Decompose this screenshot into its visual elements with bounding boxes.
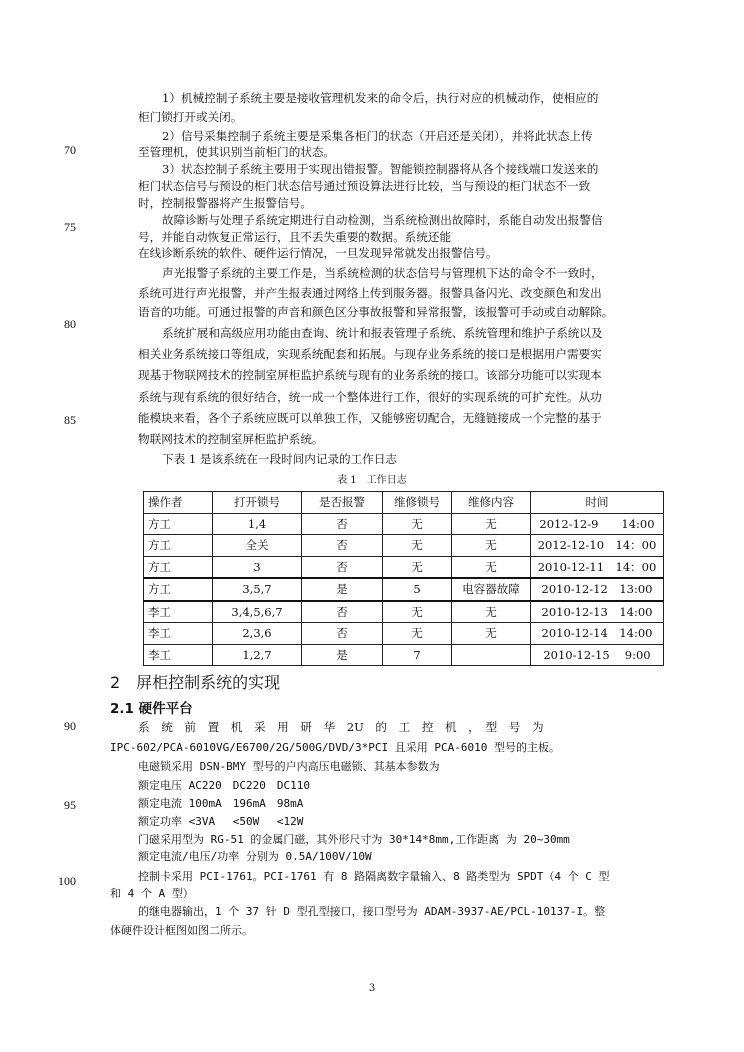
- table-row: [144, 644, 664, 666]
- paragraph-line: 语音的功能。可通过报警的声音和颜色区分事故报警和异常报警，该报警可手动或自动解除。: [138, 305, 614, 319]
- table-cell: 2012-12-9 14:00: [531, 513, 664, 535]
- table-cell: 1,2,7: [213, 644, 302, 666]
- subsection-heading: 2.1 硬件平台: [110, 701, 193, 717]
- table-cell: 无: [383, 601, 452, 623]
- table-header-cell: 是否报警: [302, 492, 383, 514]
- paragraph-line: 3）状态控制子系统主要用于实现出错报警。智能锁控制器将从各个接线端口发送来的: [162, 162, 599, 176]
- paragraph-line: IPC-602/PCA-6010VG/E6700/2G/500G/DVD/3*PCI 且采用 PCA-6010 型号的主板。: [110, 741, 560, 754]
- paragraph-line: 系统扩展和高级应用功能由查询、统计和报表管理子系统、系统管理和维护子系统以及: [162, 326, 603, 340]
- table-cell: 5: [383, 578, 452, 601]
- paragraph-line: 能模块来看，各个子系统应既可以单独工作，又能够密切配合，无缝链接成一个完整的基于: [138, 411, 602, 425]
- table-cell: 2010-12-15 9:00: [531, 644, 664, 666]
- table-cell: 无: [452, 556, 531, 578]
- table-cell: 电容器故障: [452, 578, 531, 601]
- paragraph-line: 物联网技术的控制室屏柜监护系统。: [138, 432, 324, 446]
- table-cell: 否: [302, 623, 383, 645]
- table-cell: 2010-12-12 13:00: [531, 578, 664, 601]
- table-row: [144, 513, 664, 535]
- table-row: [144, 556, 664, 578]
- table-cell: 7: [383, 644, 452, 666]
- paragraph-line: 现基于物联网技术的控制室屏柜监护系统与现有的业务系统的接口。该部分功能可以实现本: [138, 368, 602, 382]
- line-number: 90: [64, 719, 76, 733]
- table-cell: 无: [452, 535, 531, 557]
- paragraph-line: 电磁锁采用 DSN-BMY 型号的户内高压电磁锁、其基本参数为: [138, 760, 440, 773]
- table-header-cell: 维修内容: [452, 492, 531, 514]
- paragraph-line: 额定电流 100mA 196mA 98mA: [138, 797, 304, 810]
- paragraph-line: 在线诊断系统的软件、硬件运行情况，一旦发现异常就发出报警信号。: [138, 246, 498, 260]
- line-number: 95: [64, 798, 76, 812]
- paragraph-line: 和 4 个 A 型）: [110, 887, 194, 900]
- paragraph-line: 的继电器输出，1 个 37 针 D 型孔型接口，接口型号为 ADAM-3937-AE/PCL-10137-I。整: [138, 905, 606, 918]
- line-number: 75: [64, 220, 76, 234]
- table-cell: 李工: [144, 601, 213, 623]
- table-cell: 李工: [144, 623, 213, 645]
- table-row: [144, 578, 664, 601]
- table-header-cell: 时间: [531, 492, 664, 514]
- table-cell: 否: [302, 556, 383, 578]
- table-cell: 方工: [144, 578, 213, 601]
- paragraph-line: 控制卡采用 PCI-1761。PCI-1761 有 8 路隔离数字量输入、8 路类型为 SPDT（4 个 C 型: [138, 870, 610, 883]
- paragraph-line: 系统与现有系统的很好结合，统一成一个整体进行工作，很好的实现系统的可扩充性。从功: [138, 390, 602, 404]
- table-cell: 2010-12-14 14:00: [531, 623, 664, 645]
- table-cell: 无: [452, 601, 531, 623]
- table-cell: 2,3,6: [213, 623, 302, 645]
- table-cell: 无: [452, 623, 531, 645]
- table-header-cell: 维修锁号: [383, 492, 452, 514]
- table-header-cell: 操作者: [144, 492, 213, 514]
- paragraph-line: 声光报警子系统的主要工作是，当系统检测的状态信号与管理机下达的命令不一致时，: [162, 266, 603, 280]
- paragraph-line: 时，控制报警器将产生报警信号。: [138, 196, 312, 210]
- line-number: 70: [64, 143, 76, 157]
- table-cell: 无: [383, 556, 452, 578]
- paragraph-line: 下表 1 是该系统在一段时间内记录的工作日志: [162, 452, 398, 466]
- table-row: [144, 601, 664, 623]
- table-row: [144, 623, 664, 645]
- table-cell: 无: [383, 513, 452, 535]
- paragraph-line: 故障诊断与处理子系统定期进行自动检测，当系统检测出故障时，系能自动发出报警信: [162, 213, 603, 227]
- table-cell: 否: [302, 601, 383, 623]
- paragraph-line: 额定功率 <3VA <50W <12W: [138, 815, 304, 828]
- table-cell: 无: [383, 623, 452, 645]
- table-cell: 3: [213, 556, 302, 578]
- paragraph-line: 系 统 前 置 机 采 用 研 华 2U 的 工 控 机 ， 型 号 为: [138, 720, 544, 734]
- table-cell: 否: [302, 513, 383, 535]
- table-cell: 无: [383, 535, 452, 557]
- table-caption: 表 1 工作日志: [337, 475, 407, 486]
- paragraph-line: 柜门锁打开或关闭。: [138, 110, 243, 124]
- table-cell: 3,5,7: [213, 578, 302, 601]
- table-cell: 方工: [144, 556, 213, 578]
- table-cell: [452, 644, 531, 666]
- line-number: 85: [64, 413, 76, 427]
- line-number: 100: [58, 874, 76, 888]
- table-cell: 1,4: [213, 513, 302, 535]
- paragraph-line: 至管理机，使其识别当前柜门的状态。: [138, 145, 336, 159]
- table-header-row: [144, 492, 664, 514]
- paragraph-line: 体硬件设计框图如图二所示。: [110, 924, 253, 937]
- table-header-cell: 打开锁号: [213, 492, 302, 514]
- table-cell: 否: [302, 535, 383, 557]
- table-cell: 2010-12-11 14：00: [531, 556, 664, 578]
- page-number: 3: [368, 983, 376, 994]
- table-cell: 李工: [144, 644, 213, 666]
- paragraph-line: 额定电压 AC220 DC220 DC110: [138, 779, 310, 792]
- work-log-table: [143, 491, 664, 666]
- paragraph-line: 柜门状态信号与预设的柜门状态信号通过预设算法进行比较，当与预设的柜门状态不一致: [138, 179, 591, 193]
- paragraph-line: 2）信号采集控制子系统主要是采集各柜门的状态（开启还是关闭），并将此状态上传: [162, 129, 593, 143]
- paragraph-line: 系统可进行声光报警，并产生报表通过网络上传到服务器。报警具备闪光、改变颜色和发出: [138, 286, 602, 300]
- table-cell: 3,4,5,6,7: [213, 601, 302, 623]
- table-cell: 2010-12-13 14:00: [531, 601, 664, 623]
- paragraph-line: 号，并能自动恢复正常运行，且不丢失重要的数据。系统还能: [138, 230, 452, 244]
- line-number: 80: [64, 317, 76, 331]
- section-heading: 2 屏柜控制系统的实现: [110, 673, 281, 692]
- paragraph-line: 相关业务系统接口等组成，实现系统配套和拓展。与现存业务系统的接口是根据用户需要实: [138, 347, 602, 361]
- table-cell: 是: [302, 644, 383, 666]
- paragraph-line: 门磁采用型为 RG-51 的金属门磁，其外形尺寸为 30*14*8mm,工作距离 为 20~30mm: [138, 833, 570, 846]
- table-cell: 方工: [144, 535, 213, 557]
- table-cell: 全关: [213, 535, 302, 557]
- table-cell: 无: [452, 513, 531, 535]
- table-cell: 是: [302, 578, 383, 601]
- table-cell: 2012-12-10 14：00: [531, 535, 664, 557]
- paragraph-line: 额定电流/电压/功率 分别为 0.5A/100V/10W: [138, 850, 372, 863]
- paragraph-line: 1）机械控制子系统主要是接收管理机发来的命令后，执行对应的机械动作，使相应的: [162, 91, 599, 105]
- table-row: [144, 535, 664, 557]
- table-cell: 方工: [144, 513, 213, 535]
